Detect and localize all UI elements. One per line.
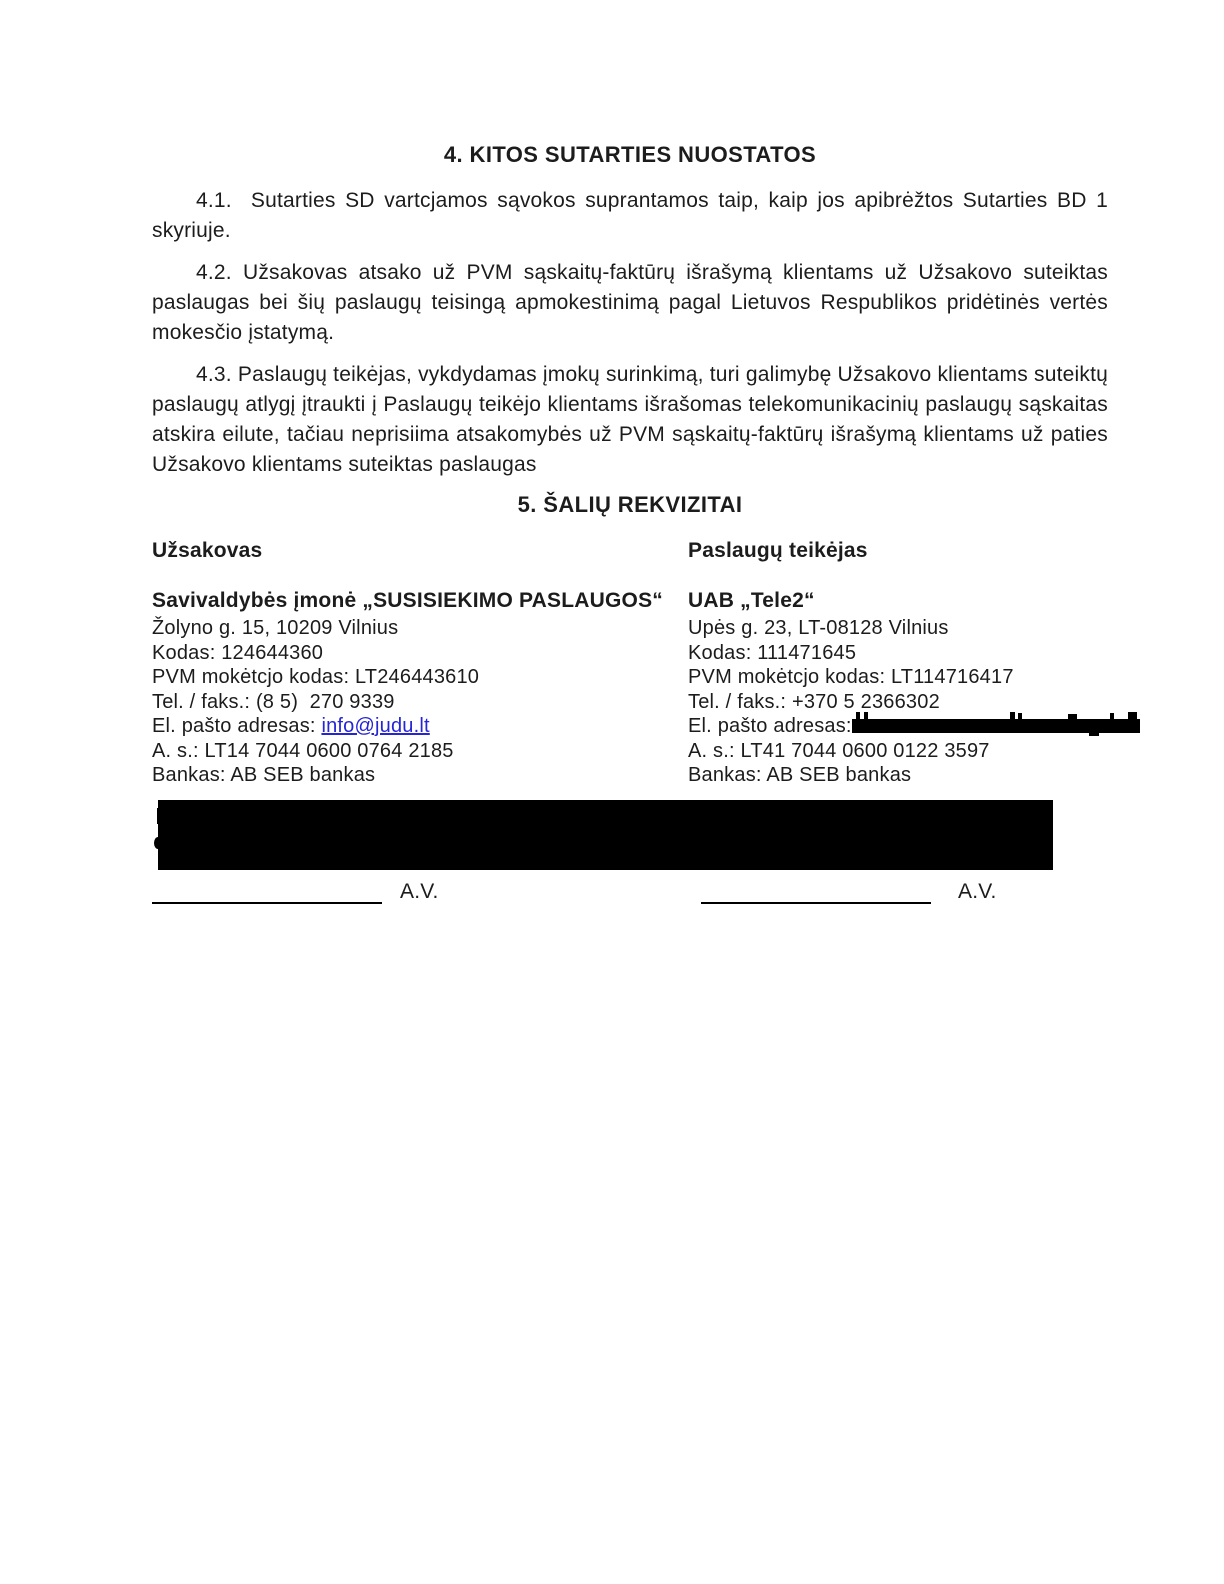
company-email-line-right — [688, 714, 1108, 739]
stamp-label-right: A.V. — [958, 879, 997, 903]
redaction-letter-fragment — [154, 837, 162, 849]
company-bank-right: Bankas: AB SEB bankas — [688, 764, 912, 786]
party-role-uzsakovas: Užsakovas — [152, 539, 263, 562]
company-tel-left: Tel. / faks.: (8 5) 270 9339 — [152, 690, 395, 713]
email-label-left: El. pašto adresas: — [152, 715, 322, 737]
redaction-letter-fragment — [1089, 733, 1099, 736]
company-vat-right: PVM mokėtcjo kodas: LT114716417 — [688, 666, 1014, 688]
company-account-left: A. s.: LT14 7044 0600 0764 2185 — [152, 739, 454, 762]
company-address-left: Žolyno g. 15, 10209 Vilnius — [152, 617, 399, 639]
signature-line-right — [701, 902, 931, 904]
redaction-letter-fragment — [157, 808, 162, 824]
redaction-letter-fragment — [856, 712, 860, 719]
redaction-letter-fragment — [864, 712, 868, 719]
stamp-label-left: A.V. — [400, 879, 439, 903]
party-details-row — [152, 588, 1108, 788]
paragraph-4-1: 4.1. Sutarties SD vartcjamos sąvokos suprantamos taip, kaip jos apibrėžtos Sutarties BD 1 skyriuje. — [152, 189, 1115, 242]
company-account-right: A. s.: LT41 7044 0600 0122 3597 — [688, 739, 990, 762]
redaction-letter-fragment — [1128, 712, 1137, 719]
company-code-left: Kodas: 124644360 — [152, 641, 324, 664]
signature-line-left — [152, 902, 382, 904]
company-address-right: Upės g. 23, LT-08128 Vilnius — [688, 617, 949, 639]
party-roles-row — [152, 538, 1108, 588]
email-link-info-judu[interactable]: info@judu.lt — [321, 715, 430, 737]
party-role-paslaugu-teikejas: Paslaugų teikėjas — [688, 539, 868, 562]
company-name-right: UAB „Tele2“ — [688, 589, 815, 612]
redaction-block-row — [152, 800, 1108, 870]
company-name-left: Savivaldybės įmonė „SUSISIEKIMO PASLAUGOS“ — [152, 589, 663, 612]
redaction-letter-fragment — [1010, 712, 1015, 719]
company-vat-left: PVM mokėtcjo kodas: LT246443610 — [152, 666, 480, 688]
signature-row — [152, 880, 1108, 920]
company-code-right: Kodas: 111471645 — [688, 641, 857, 664]
redaction-block-signatories — [158, 800, 1053, 870]
party-details-uzsakovas — [152, 588, 688, 788]
section-4-heading: 4. KITOS SUTARTIES NUOSTATOS — [443, 142, 817, 167]
company-email-line-left — [152, 714, 688, 739]
redaction-letter-fragment — [1018, 713, 1022, 719]
section-5-heading: 5. ŠALIŲ REKVIZITAI — [517, 492, 743, 517]
contract-content — [152, 142, 1115, 920]
redaction-bar-email — [852, 719, 1140, 733]
company-bank-left: Bankas: AB SEB bankas — [152, 764, 376, 786]
redaction-letter-fragment — [1110, 713, 1114, 719]
email-label-right: El. pašto adresas: — [688, 715, 852, 737]
paragraph-4-3: 4.3. Paslaugų teikėjas, vykdydamas įmokų surinkimą, turi galimybę Užsakovo klientams suteiktų paslaugų atlygį įtraukti į Paslaugų teikėjo klientams išrašomas telekomunikacinių paslaugų sąskaitas atskira eilute, tačiau neprisiima atsakomybės už PVM sąskaitų-faktūrų išrašymą klientams už paties Užsakovo klientams suteiktas paslaugas — [152, 363, 1115, 476]
party-details-teikejas — [688, 588, 1108, 788]
paragraph-4-2: 4.2. Užsakovas atsako už PVM sąskaitų-faktūrų išrašymą klientams už Užsakovo suteiktas paslaugas bei šių paslaugų teisingą apmokestinimą pagal Lietuvos Respublikos pridėtinės vertės mokesčio įstatymą. — [152, 261, 1115, 344]
redaction-letter-fragment — [1068, 714, 1077, 719]
company-tel-right: Tel. / faks.: +370 5 2366302 — [688, 690, 940, 713]
